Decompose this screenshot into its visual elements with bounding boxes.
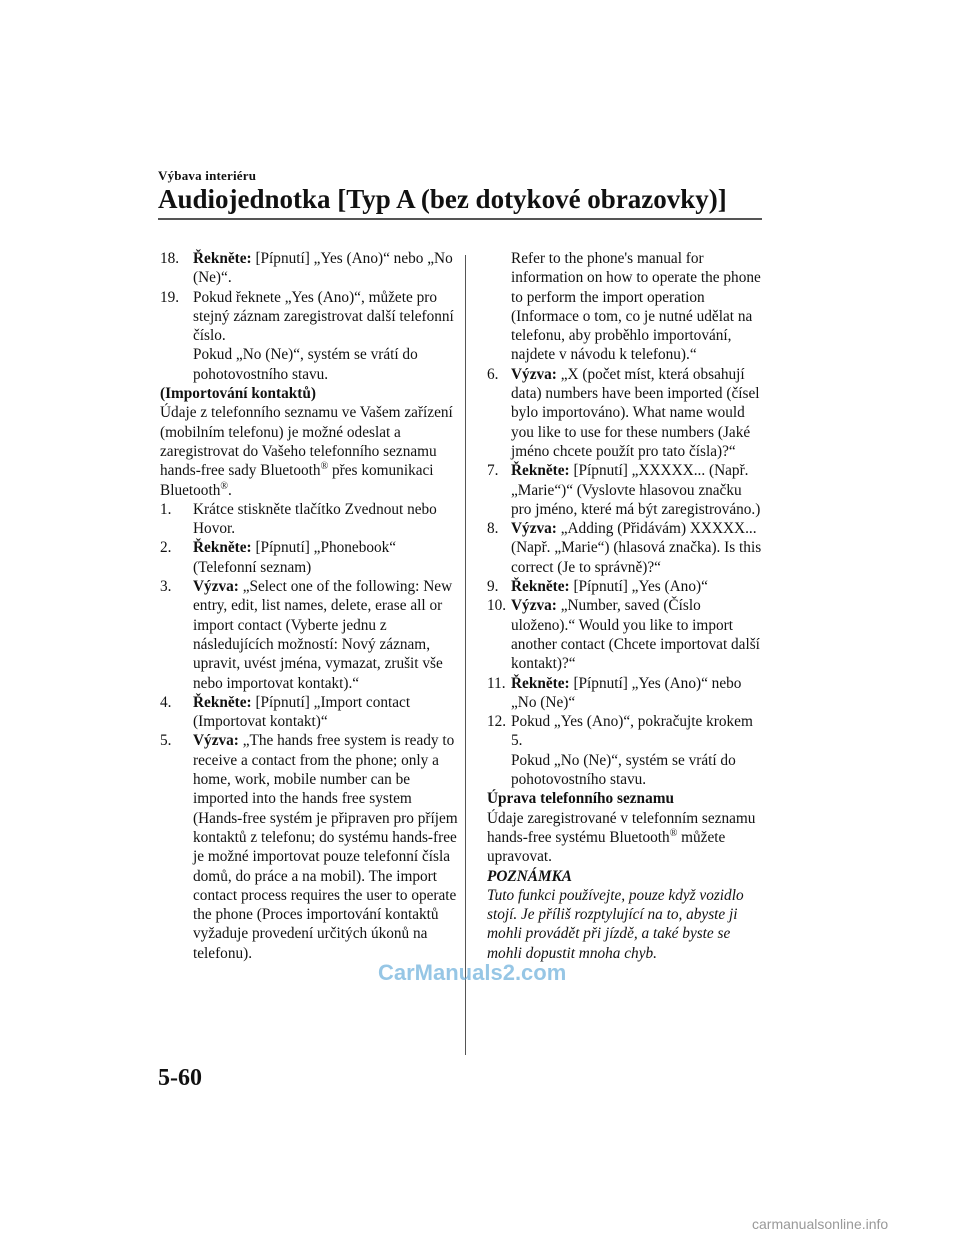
item-label: Výzva: — [511, 520, 557, 538]
edit-paragraph — [487, 809, 765, 867]
item-label: Řekněte: — [511, 462, 570, 480]
left-column — [160, 249, 458, 963]
item-text: [Pípnutí] „Yes (Ano)“ — [569, 578, 708, 596]
page-title: Audiojednotka [Typ A (bez dotykové obrazovky)] — [158, 184, 727, 214]
list-item — [487, 461, 765, 519]
item-number: 5. — [160, 732, 172, 750]
edit-text-end: můžete upravovat. — [487, 828, 726, 866]
item-text: „The hands free system is ready to receive a contact from the phone; only a home, work, mobile number can be imported into the hands free system (Hands-free systém je připraven pro příjem kontaktů z telefonu; do systému hands-free je možné importovat pouze telefonní čísla domů, do práce a na mobil). The import contact process requires the user to operate the phone (Proces importování kontaktů vyžaduje provedení určitých úkonů na telefonu). — [193, 732, 458, 962]
section-label: Výbava interiéru — [158, 168, 257, 183]
header-divider — [158, 218, 762, 220]
right-column — [487, 249, 765, 963]
item-text: [Pípnutí] „Yes (Ano)“ nebo „No (Ne)“. — [193, 250, 453, 287]
section-heading-import: (Importování kontaktů) — [160, 385, 316, 403]
item-number: 3. — [160, 578, 172, 596]
list-item — [160, 249, 458, 288]
reg-mark: ® — [220, 480, 228, 492]
item-text: „Number, saved (Číslo uloženo).“ Would you like to import another contact (Chcete importovat další kontakt)?“ — [511, 597, 760, 673]
item-label: Řekněte: — [511, 578, 570, 596]
intro-end: . — [227, 481, 232, 499]
list-item — [160, 577, 458, 693]
item-number: 10. — [487, 597, 507, 615]
list-item — [160, 288, 458, 384]
watermark-logo: CarManuals2.com — [378, 960, 567, 985]
note-title: POZNÁMKA — [487, 867, 572, 885]
list-item — [487, 674, 765, 713]
list-item — [160, 731, 458, 963]
item-number: 2. — [160, 539, 172, 557]
item-text: Pokud „Yes (Ano)“, pokračujte krokem 5. — [511, 713, 753, 750]
item-number: 4. — [160, 693, 172, 711]
item-label: Výzva: — [511, 365, 557, 383]
reg-mark: ® — [320, 461, 329, 473]
column-divider — [465, 255, 466, 1055]
item-label: Výzva: — [511, 597, 557, 615]
continuation-text: Refer to the phone's manual for information on how to operate the phone to perform the import operation (Informace o tom, co je nutné udělat na telefonu, aby proběhlo importování, najdete v návodu k telefonu).“ — [511, 250, 761, 364]
note-text: Tuto funkci používejte, pouze když vozidlo stojí. Je příliš rozptylující na to, abyste ji mohli provádět při jízdě, a také byste se mohli dopustit mnoha chyb. — [487, 886, 744, 962]
intro-text: Údaje z telefonního seznamu ve Vašem zařízení (mobilním telefonu) je možné odeslat a zaregistrovat do Vašeho telefonního seznamu hands-free sady Bluetooth — [160, 404, 453, 480]
list-item — [160, 538, 458, 577]
item-text: [Pípnutí] „XXXXX... (Např. „Marie“)“ (Vyslovte hlasovou značku pro jméno, které má být zaregistrováno.) — [511, 462, 761, 518]
item-number: 8. — [487, 520, 499, 538]
footer-watermark: carmanualsonline.info — [752, 1216, 889, 1232]
item-text: Pokud řeknete „Yes (Ano)“, můžete pro stejný záznam zaregistrovat další telefonní číslo. — [193, 288, 454, 345]
item-number: 12. — [487, 713, 507, 731]
item-text: „Adding (Přidávám) XXXXX... (Např. „Marie“) (hlasová značka). Is this correct (Je to správně)?“ — [511, 520, 762, 576]
item-number: 7. — [487, 462, 499, 480]
item-number: 11. — [487, 674, 506, 692]
item-label: Řekněte: — [193, 693, 252, 711]
item-number: 9. — [487, 578, 499, 596]
item-text: „Select one of the following: New entry, edit, list names, delete, erase all or import contact (Vyberte jednu z následujících možností: Nový záznam, upravit, uvést jména, vymazat, zrušit vše nebo importovat kontakt).“ — [193, 578, 453, 692]
item-text: [Pípnutí] „Yes (Ano)“ nebo „No (Ne)“ — [511, 674, 742, 711]
item-label: Řekněte: — [511, 674, 570, 692]
list-item — [160, 500, 458, 539]
item-number: 1. — [160, 500, 172, 518]
item-number: 19. — [160, 288, 180, 306]
list-item — [487, 712, 765, 789]
list-item — [487, 596, 765, 673]
item-number: 6. — [487, 365, 499, 383]
item-label: Řekněte: — [193, 539, 252, 557]
intro-mid: přes komunikaci Bluetooth — [160, 462, 434, 499]
section-heading-edit: Úprava telefonního seznamu — [487, 790, 674, 808]
item-label: Řekněte: — [193, 250, 252, 267]
item-text: „X (počet míst, která obsahují data) numbers have been imported (čísel bylo importováno). What name would you like to use for these numbers (Jaké jméno chcete použít pro tato čísla)?“ — [511, 365, 760, 460]
edit-text: Údaje zaregistrované v telefonním seznamu hands-free systému Bluetooth — [487, 809, 756, 846]
item-number: 18. — [160, 250, 180, 267]
list-item — [487, 365, 765, 461]
page-number: 5-60 — [158, 1065, 202, 1091]
item-label: Výzva: — [193, 732, 239, 750]
list-item — [160, 693, 458, 732]
intro-paragraph — [160, 403, 458, 499]
list-item — [487, 519, 765, 577]
item-text: [Pípnutí] „Phonebook“ (Telefonní seznam) — [193, 539, 397, 576]
list-item — [487, 577, 765, 596]
item-extra: Pokud „No (Ne)“, systém se vrátí do pohotovostního stavu. — [193, 346, 418, 383]
item-extra: Pokud „No (Ne)“, systém se vrátí do pohotovostního stavu. — [511, 751, 736, 789]
item-text: [Pípnutí] „Import contact (Importovat kontakt)“ — [193, 693, 411, 731]
item-label: Výzva: — [193, 578, 239, 596]
item-text: Krátce stiskněte tlačítko Zvednout nebo Hovor. — [193, 500, 437, 538]
reg-mark: ® — [669, 827, 678, 839]
